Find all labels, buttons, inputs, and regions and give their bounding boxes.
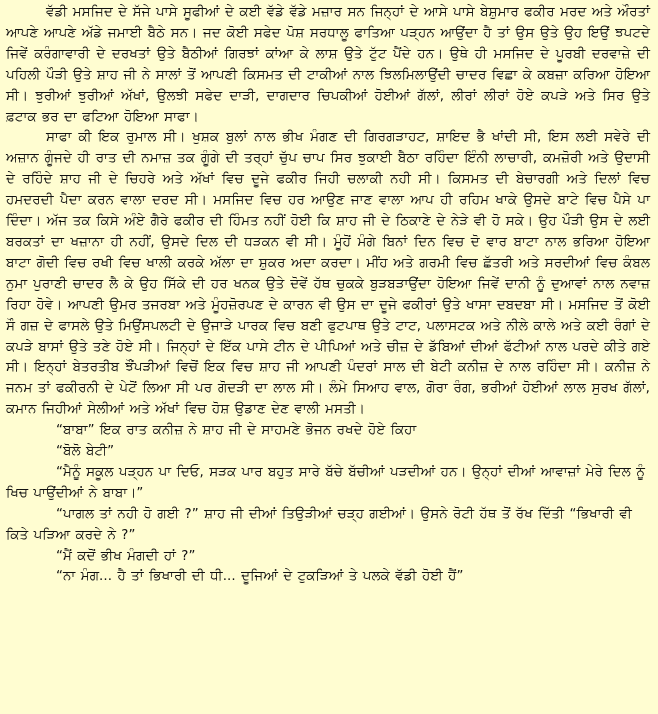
dialogue-line: “ਬੋਲੋ ਬੇਟੀ”	[56, 444, 115, 460]
dialogue-line: “ਪਾਗਲ ਤਾਂ ਨਹੀ ਹੋ ਗਈ ?” ਸ਼ਾਹ ਜੀ ਦੀਆਂ ਤਿਉੜੀਆਂ ਚੜ੍ਹ ਗਈਆਂ। ਉਸਨੇ ਰੋਟੀ ਹੱਥ ਤੋਂ ਰੱਖ ਦਿੱਤੀ “ਭਿਖਾਰੀ ਵੀ ਕਿਤੇ ਪੜਿਆ ਕਰਦੇ ਨੇ ?”	[6, 506, 632, 543]
narrative-paragraph: ਸਾਫਾ ਕੀ ਇਕ ਰੁਮਾਲ ਸੀ। ਖੁਸ਼ਕ ਬੁਲਾਂ ਨਾਲ ਭੀਖ ਮੰਗਣ ਦੀ ਗਿਰਗੜਾਹਟ, ਸ਼ਾਇਦ ਭੈ ਖਾਂਦੀ ਸੀ, ਇਸ ਲਈ ਸਵੇਰੇ ਦੀ ਅਜ਼ਾਨ ਗੂੰਜਦੇ ਹੀ ਰਾਤ ਦੀ ਨਮਾਜ਼ ਤਕ ਗੂੰਗੇ ਦੀ ਤਰ੍ਹਾਂ ਚੁੱਪ ਚਾਪ ਸਿਰ ਝੁਕਾਈ ਬੈਠਾ ਰਹਿੰਦਾ ਇੰਨੀ ਲਾਚਾਰੀ, ਕਮਜ਼ੋਰੀ ਅਤੇ ਉਦਾਸੀ ਦੇ ਰਹਿੰਦੇ ਸ਼ਾਹ ਜੀ ਦੇ ਚਿਹਰੇ ਅਤੇ ਅੱਖਾਂ ਵਿਚ ਦੂਜੇ ਫਕੀਰ ਜਿਹੀ ਚਲਾਕੀ ਨਹੀ ਸੀ। ਕਿਸਮਤ ਦੀ ਬੇਚਾਰਗੀ ਅਤੇ ਦਿਲਾਂ ਵਿਚ ਹਮਦਰਦੀ ਪੈਦਾ ਕਰਨ ਵਾਲਾ ਦਰਦ ਸੀ। ਮਸਜਿਦ ਵਿਚ ਹਰ ਆਉਣ ਜਾਣ ਵਾਲਾ ਆਪ ਹੀ ਰਹਿਮ ਖਾਕੇ ਉਸਦੇ ਬਾਟੇ ਵਿਚ ਪੈਸੇ ਪਾ ਦਿੰਦਾ। ਅੱਜ ਤਕ ਕਿਸੇ ਅੰਏ ਗੈਰੇ ਫਕੀਰ ਦੀ ਹਿੰਮਤ ਨਹੀਂ ਹੋਈ ਕਿ ਸ਼ਾਹ ਜੀ ਦੇ ਠਿਕਾਣੇ ਦੇ ਨੇੜੇ ਵੀ ਹੋ ਸਕੇ। ਉਹ ਪੌੜੀ ਉਸ ਦੇ ਲਈ ਬਰਕਤਾਂ ਦਾ ਖਜ਼ਾਨਾ ਹੀ ਨਹੀਂ, ਉਸਦੇ ਦਿਲ ਦੀ ਧੜਕਨ ਵੀ ਸੀ। ਮੂੰਹੋਂ ਮੰਗੇ ਬਿਨਾਂ ਦਿਨ ਵਿਚ ਦੋ ਵਾਰ ਬਾਟਾ ਨਾਲ ਭਰਿਆ ਹੋਇਆ ਬਾਟਾ ਗੋਦੀ ਵਿਚ ਰਖੀ ਵਿਚ ਖਾਲੀ ਕਰਕੇ ਅੱਲਾ ਦਾ ਸ਼ੁਕਰ ਅਦਾ ਕਰਦਾ। ਮੀਂਹ ਅਤੇ ਗਰਮੀ ਵਿਚ ਛੱਤਰੀ ਅਤੇ ਸਰਦੀਆਂ ਵਿਚ ਕੰਬਲ ਨੁਮਾ ਪੁਰਾਣੀ ਚਾਦਰ ਲੈ ਕੇ ਉਹ ਸਿੱਕੇ ਦੀ ਹਰ ਖਨਕ ਉਤੇ ਦੋਵੇਂ ਹੱਥ ਚੁਕਕੇ ਬੁੜਬੜਾਉਂਦਾ ਹੋਇਆ ਜਿਵੇਂ ਦਾਨੀ ਨੂੰ ਦੁਆਵਾਂ ਨਾਲ ਨਵਾਜ਼ ਰਿਹਾ ਹੋਵੇ। ਆਪਣੀ ਉਮਰ ਤਜਰਬਾ ਅਤੇ ਮੂੰਹਜ਼ੋਰਪਣ ਦੇ ਕਾਰਨ ਵੀ ਉਸ ਦਾ ਦੂਜੇ ਫਕੀਰਾਂ ਉਤੇ ਖਾਸਾ ਦਬਦਬਾ ਸੀ। ਮਸਜਿਦ ਤੋਂ ਕੋਈ ਸੌ ਗਜ਼ ਦੇ ਫਾਸਲੇ ਉਤੇ ਮਿਉਂਸਪਲਟੀ ਦੇ ਉਜਾੜੇ ਪਾਰਕ ਵਿਚ ਬਣੀ ਫੁਟਪਾਥ ਉਤੇ ਟਾਟ, ਪਲਾਸਟਕ ਅਤੇ ਨੀਲੇ ਕਾਲੇ ਅਤੇ ਕਈ ਰੰਗਾਂ ਦੇ ਕਪੜੇ ਬਾਸਾਂ ਉਤੇ ਤਣੇ ਹੋਏ ਸੀ। ਜਿਨ੍ਹਾਂ ਦੇ ਇੱਕ ਪਾਸੇ ਟੀਨ ਦੇ ਪੀਪਿਆਂ ਅਤੇ ਚੀਜ਼ ਦੇ ਡੱਬਿਆਂ ਦੀਆਂ ਫੱਟੀਆਂ ਨਾਲ ਪਰਦੇ ਕੀਤੇ ਗਏ ਸੀ। ਇਨ੍ਹਾਂ ਬੇਤਰਤੀਬ ਝੌਂਪੜੀਆਂ ਵਿਚੋਂ ਇਕ ਵਿਚ ਸ਼ਾਹ ਜੀ ਆਪਣੀ ਪੰਦਰਾਂ ਸਾਲ ਦੀ ਬੇਟੀ ਕਨੀਜ਼ ਦੇ ਨਾਲ ਰਹਿੰਦਾ ਸੀ। ਕਨੀਜ਼ ਨੇ ਜਨਮ ਤਾਂ ਫਕੀਰਨੀ ਦੇ ਪੇਟੋਂ ਲਿਆ ਸੀ ਪਰ ਗੋਦੜੀ ਦਾ ਲਾਲ ਸੀ। ਲੰਮੇ ਸਿਆਹ ਵਾਲ, ਗੋਰਾ ਰੰਗ, ਭਰੀਆਂ ਹੋਈਆਂ ਲਾਲ ਸੁਰਖ ਗੱਲਾਂ, ਕਮਾਨ ਜਿਹੀਆਂ ਸੇਲੀਆਂ ਅਤੇ ਅੱਖਾਂ ਵਿਚ ਹੋਸ਼ ਉਡਾਣ ਦੇਣ ਵਾਲੀ ਮਸਤੀ।	[6, 130, 650, 418]
dialogue-line: “ਨਾ ਮੰਗ... ਹੈ ਤਾਂ ਭਿਖਾਰੀ ਦੀ ਧੀ... ਦੂਜਿਆਂ ਦੇ ਟੁਕੜਿਆਂ ਤੇ ਪਲਕੇ ਵੱਡੀ ਹੋਈ ਹੈਂ”	[56, 569, 464, 585]
narrative-paragraph: ਵੱਡੀ ਮਸਜਿਦ ਦੇ ਸੱਜੇ ਪਾਸੇ ਸੂਫੀਆਂ ਦੇ ਕਈ ਵੱਡੇ ਵੱਡੇ ਮਜ਼ਾਰ ਸਨ ਜਿਨ੍ਹਾਂ ਦੇ ਆਸੇ ਪਾਸੇ ਬੇਸ਼ੁਮਾਰ ਫਕੀਰ ਮਰਦ ਅਤੇ ਔਰਤਾਂ ਆਪਣੇ ਆਪਣੇ ਅੱਡੇ ਜਮਾਈ ਬੈਠੇ ਸਨ। ਜਦ ਕੋਈ ਸਫੇਦ ਪੋਸ਼ ਸਰਧਾਲੂ ਫਾਤਿਆ ਪੜ੍ਹਨ ਆਉਂਦਾ ਹੈ ਤਾਂ ਉਸ ਉਤੇ ਉਹ ਇਉਂ ਝਪਟਦੇ ਜਿਵੇਂ ਕਰੰਗਾਵਾਰੀ ਦੇ ਦਰਖਤਾਂ ਉਤੇ ਬੈਠੀਆਂ ਗਿਰਝਾਂ ਕਾਂਆ ਕੇ ਲਾਸ਼ ਉਤੇ ਟੁੱਟ ਪੈਂਦੇ ਹਨ। ਉਥੇ ਹੀ ਮਸਜਿਦ ਦੇ ਪੂਰਬੀ ਦਰਵਾਜ਼ੇ ਦੀ ਪਹਿਲੀ ਪੌੜੀ ਉਤੇ ਸ਼ਾਹ ਜੀ ਨੇ ਸਾਲਾਂ ਤੋਂ ਆਪਣੀ ਕਿਸਮਤ ਦੀ ਟਾਕੀਆਂ ਨਾਲ ਝਿਲਮਿਲਾਉਂਦੀ ਚਾਦਰ ਵਿਛਾ ਕੇ ਕਬਜ਼ਾ ਕਰਿਆ ਹੋਇਆ ਸੀ। ਝੁਰੀਆਂ ਝੁਰੀਆਂ ਅੱਖਾਂ, ਉਲਝੀ ਸਫੇਦ ਦਾੜੀ, ਦਾਗਦਾਰ ਚਿਪਕੀਆਂ ਹੋਈਆਂ ਗੱਲਾਂ, ਲੀਰਾਂ ਲੀਰਾਂ ਹੋਏ ਕਪੜੇ ਅਤੇ ਸਿਰ ਉਤੇ ਫ਼ਟਾਕ ਭਰ ਦਾ ਫਟਿਆ ਹੋਇਆ ਸਾਫਾ।	[6, 5, 650, 125]
dialogue-line: “ਬਾਬਾ” ਇਕ ਰਾਤ ਕਨੀਜ਼ ਨੇ ਸ਼ਾਹ ਜੀ ਦੇ ਸਾਹਮਣੇ ਭੋਜਨ ਰਖਦੇ ਹੋਏ ਕਿਹਾ	[56, 423, 417, 439]
dialogue-line: “ਮੈਂ ਕਦੋਂ ਭੀਖ ਮੰਗਦੀ ਹਾਂ ?”	[56, 548, 196, 564]
dialogue-line: “ਮੈਨੂੰ ਸਕੂਲ ਪੜ੍ਹਨ ਪਾ ਦਿਓ, ਸੜਕ ਪਾਰ ਬਹੁਤ ਸਾਰੇ ਬੱਚੇ ਬੱਚੀਆਂ ਪੜਦੀਆਂ ਹਨ। ਉਨ੍ਹਾਂ ਦੀਆਂ ਆਵਾਜ਼ਾਂ ਮੇਰੇ ਦਿਲ ਨੂੰ ਖਿਚ ਪਾਉਂਦੀਆਂ ਨੇ ਬਾਬਾ।”	[6, 464, 645, 501]
